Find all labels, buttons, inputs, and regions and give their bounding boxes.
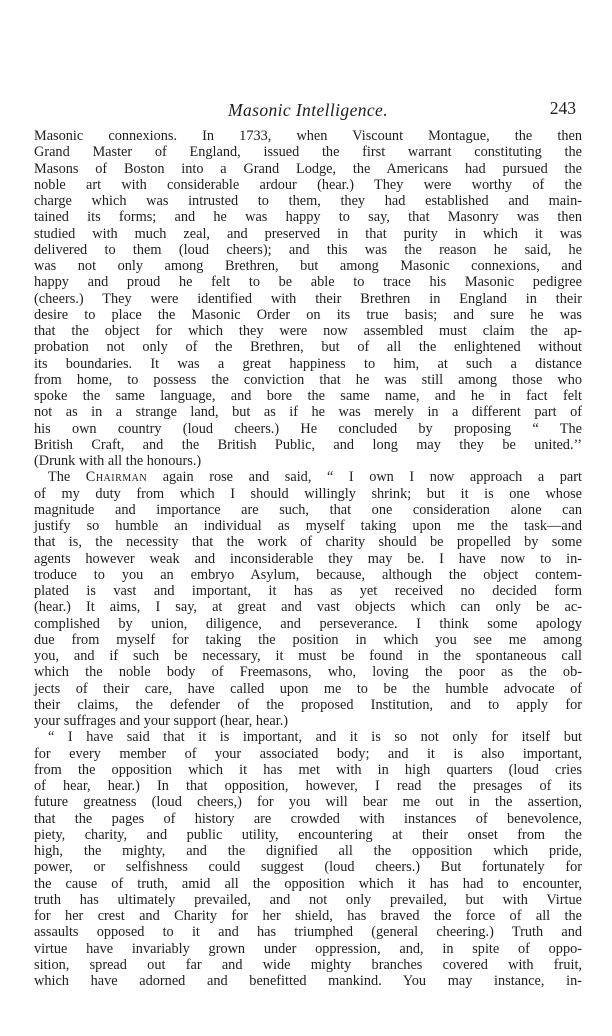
text-line: of hear, hear.) In that opposition, however, I read the presages of its — [34, 778, 582, 794]
text-fragment: The — [48, 469, 86, 486]
text-line: plated is vast and important, it has as yet received no decided form — [34, 583, 582, 599]
text-line: happy and proud he felt to be able to trace his Masonic pedigree — [34, 274, 582, 291]
running-title: Masonic Intelligence. — [227, 100, 388, 120]
text-line: tained its forms; and he was happy to say, that Masonry was then — [34, 209, 582, 226]
text-line: Grand Master of England, issued the first warrant constituting the — [34, 144, 582, 161]
text-line: truth has ultimately prevailed, and not only prevailed, but with Virtue — [34, 891, 582, 908]
text-line: you, and if such be necessary, it must be found in the spontaneous call — [34, 648, 582, 664]
text-line: power, or selfishness could suggest (loud cheers.) But fortunately for — [34, 859, 582, 876]
text-line: for every member of your associated body; and it is also important, — [34, 745, 582, 762]
text-line: justify so humble an individual as myself taking upon me the task—and — [34, 518, 582, 534]
text-line: which have adorned and benefitted mankind. You may instance, in- — [34, 973, 582, 989]
text-line: not as in a strange land, but as if he was merely in a different part of — [34, 404, 582, 421]
text-line: that the pages of history are crowded with instances of benevolence, — [34, 810, 582, 827]
speaker-name: Chairman — [85, 469, 148, 486]
text-line: from home, to possess the conviction that he was still among those who — [34, 371, 582, 388]
text-line: that is, the necessity that the work of charity should be propelled by some — [34, 534, 582, 551]
text-line: jects of their care, have called upon me to be the humble advocate of — [34, 680, 582, 697]
text-line: (hear.) It aims, I say, at great and vast objects which can only be ac- — [34, 599, 582, 616]
text-line: their claims, the defender of the proposed Institution, and to apply for — [34, 696, 582, 713]
text-line: (Drunk with all the honours.) — [34, 453, 202, 469]
text-fragment: again rose and said, “ I own I now approach a part — [147, 469, 582, 486]
text-line: from the opposition which it has met with in high quarters (loud cries — [34, 761, 582, 778]
text-line: British Craft, and the British Public, and long may they be united.’’ — [34, 436, 582, 453]
text-line: virtue have invariably grown under oppression, and, in spite of oppo- — [34, 940, 582, 957]
text-line: charge which was intrusted to them, they had established and main- — [34, 193, 582, 209]
text-line: sition, spread out far and wide mighty branches covered with fruit, — [34, 956, 582, 973]
text-line: future greatness (loud cheers,) for you will bear me out in the assertion, — [34, 794, 582, 811]
text-line: noble art with considerable ardour (hear.) They were worthy of the — [34, 176, 582, 193]
text-line: his own country (loud cheers.) He concluded by proposing “ The — [34, 420, 582, 437]
text-line: Masons of Boston into a Grand Lodge, the Americans had pursued the — [34, 160, 582, 177]
page-number: 243 — [549, 98, 576, 118]
text-line: of my duty from which I should willingly shrink; but it is one whose — [34, 485, 582, 502]
text-line: probation not only of the Brethren, but of all the enlightened without — [34, 339, 582, 356]
text-line: due from myself for taking the position in which you see me among — [34, 631, 582, 648]
book-page — [34, 98, 582, 989]
text-line: its boundaries. It was a great happiness to him, at such a distance — [34, 355, 582, 372]
running-head — [34, 98, 582, 128]
text-line: for her crest and Charity for her shield, has braved the force of all the — [34, 908, 582, 924]
text-line: studied with much zeal, and preserved in that purity in which it was — [34, 225, 582, 242]
text-line: the cause of truth, amid all the opposition which it has had to encounter, — [34, 875, 582, 892]
text-line: desire to place the Masonic Order on its true basis; and sure he was — [34, 306, 582, 323]
text-line: delivered to them (loud cheers); and this was the reason he said, he — [34, 241, 582, 258]
text-line: (cheers.) They were identified with their Brethren in England in their — [34, 290, 582, 307]
body-text — [34, 128, 582, 989]
text-line: “ I have said that it is important, and it is so not only for itself but — [48, 729, 582, 746]
text-line: complished by union, diligence, and perseverance. I think some apology — [34, 615, 582, 632]
text-line: assaults opposed to it and has triumphed (general cheering.) Truth and — [34, 924, 582, 941]
text-line — [34, 469, 582, 485]
text-line: piety, charity, and public utility, encountering at their onset from the — [34, 826, 582, 843]
text-line: agents however weak and inconsiderable they may be. I have now to in- — [34, 550, 582, 567]
text-line: was not only among Brethren, but among Masonic connexions, and — [34, 258, 582, 274]
text-line: spoke the same language, and bore the same name, and he in fact felt — [34, 388, 582, 404]
text-line: that the object for which they were now assembled must claim the ap- — [34, 323, 582, 339]
text-line: which the noble body of Freemasons, who, loving the poor as the ob- — [34, 664, 582, 681]
text-line: troduce to you an embryo Asylum, because, although the object contem- — [34, 566, 582, 583]
text-line: high, the mighty, and the dignified all the opposition which pride, — [34, 843, 582, 859]
text-line: magnitude and importance are such, that one consideration alone can — [34, 501, 582, 518]
text-line: Masonic connexions. In 1733, when Viscount Montague, the then — [34, 128, 582, 144]
text-line: your suffrages and your support (hear, hear.) — [34, 713, 289, 729]
